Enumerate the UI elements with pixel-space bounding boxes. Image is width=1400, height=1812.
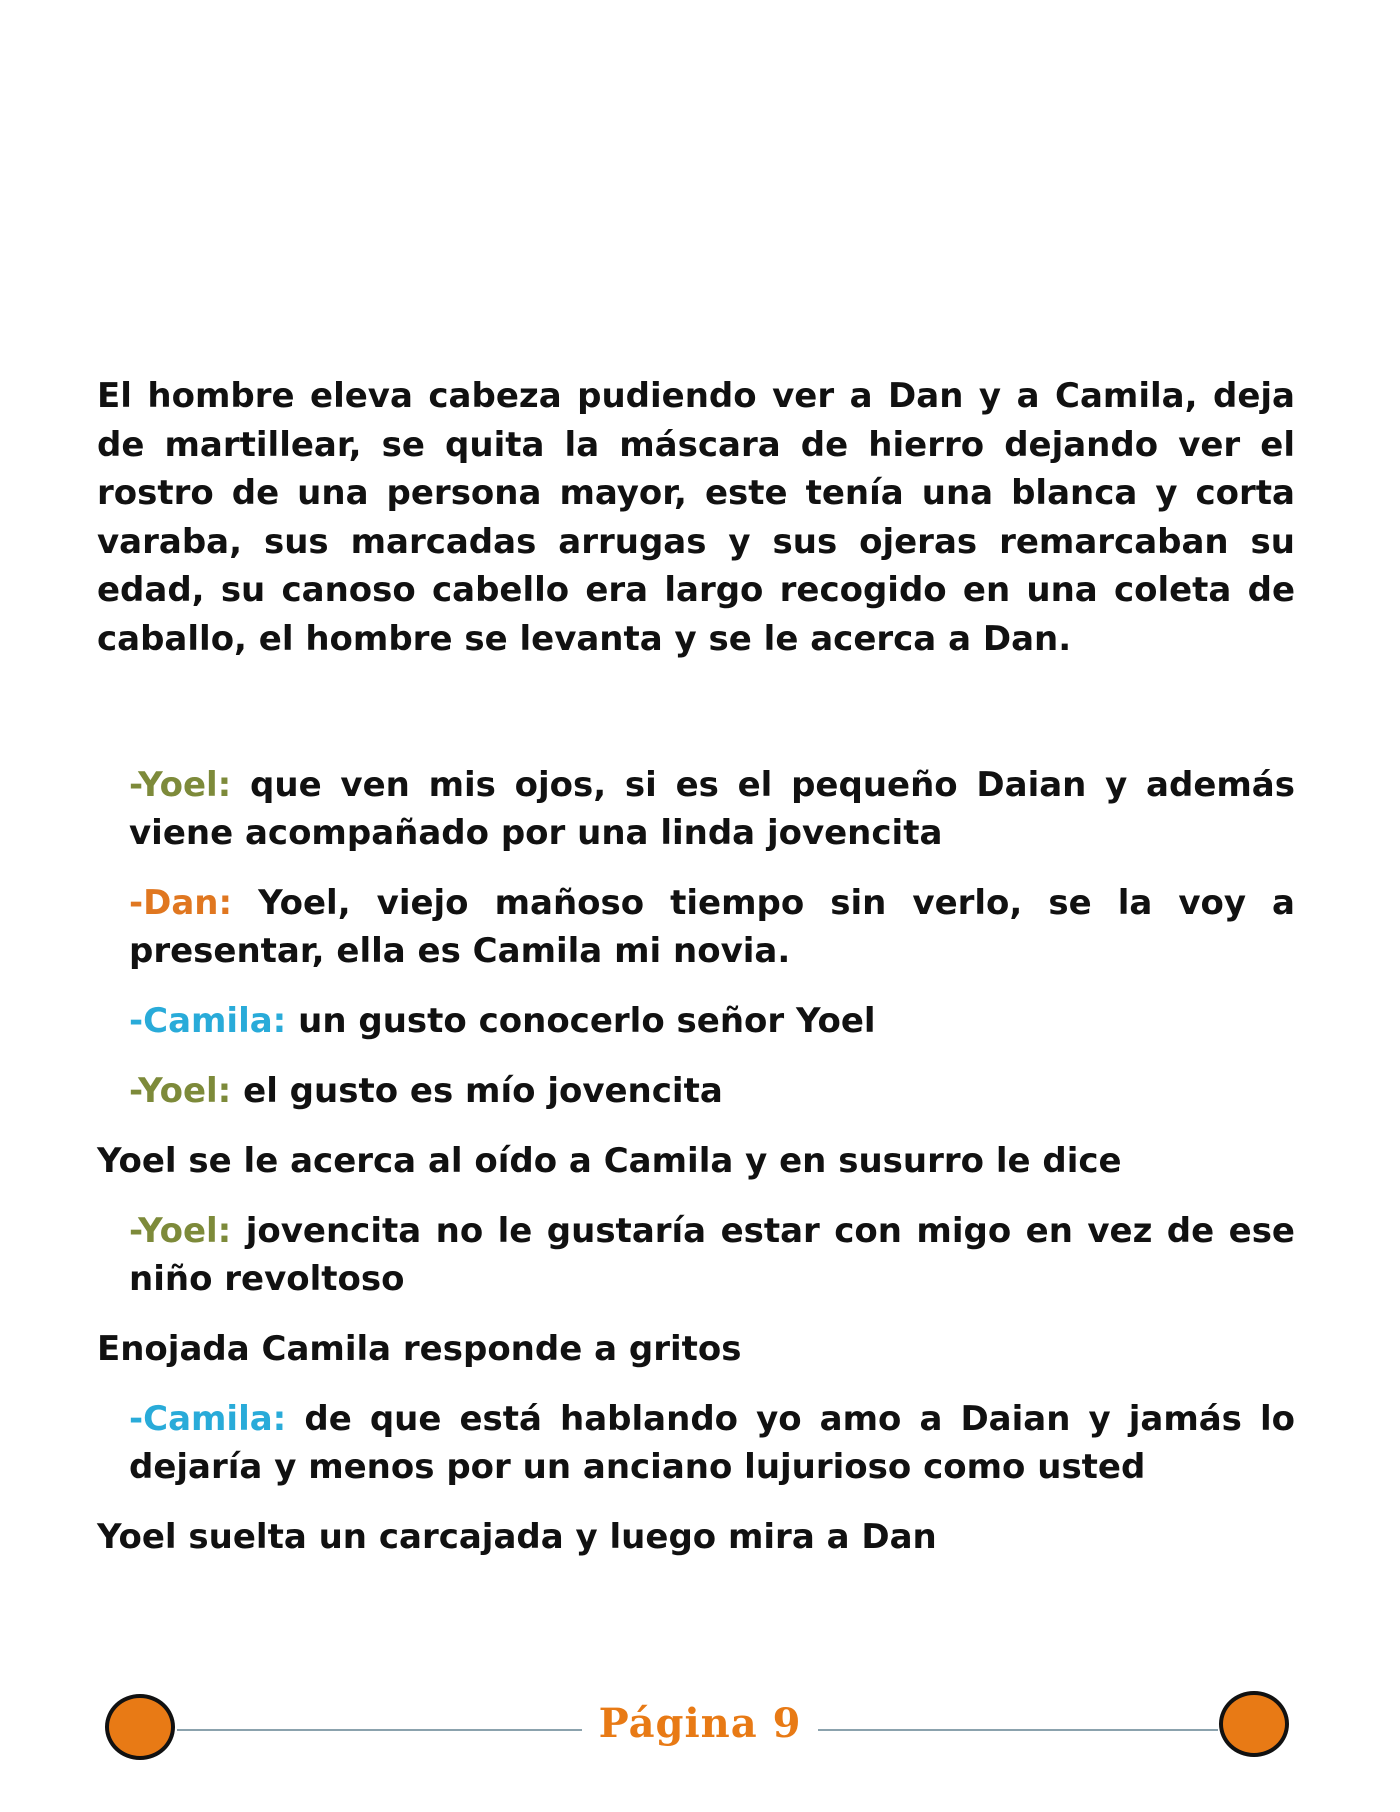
speaker-label-yoel: -Yoel:: [129, 1070, 232, 1111]
narration-line-2: Enojada Camila responde a gritos: [97, 1328, 742, 1369]
dialogue-text: de que está hablando yo amo a Daian y jamás lo dejaría y menos por un anciano lujurioso como usted: [129, 1398, 1295, 1487]
narration-line-3: Yoel suelta un carcajada y luego mira a Dan: [97, 1516, 937, 1557]
page-content: [97, 372, 1295, 1583]
right-footer-rule: [818, 1729, 1218, 1731]
narration-line-1: Yoel se le acerca al oído a Camila y en susurro le dice: [97, 1140, 1122, 1181]
dialogue-line-yoel-1: [129, 761, 1295, 857]
dialogue-line-dan: [129, 879, 1295, 975]
right-circle-ornament: [1219, 1691, 1289, 1757]
page-number: Página 9: [598, 1700, 802, 1747]
dialogue-line-camila-1: [129, 997, 1295, 1045]
dialogue-text: el gusto es mío jovencita: [231, 1070, 723, 1111]
speaker-label-camila: -Camila:: [129, 1000, 287, 1041]
dialogue-line-yoel-2: [129, 1067, 1295, 1115]
left-footer-rule: [177, 1729, 582, 1731]
dialogue-line-yoel-3: [129, 1207, 1295, 1303]
dialogue-text: que ven mis ojos, si es el pequeño Daian y además viene acompañado por una linda jovencita: [129, 764, 1295, 853]
dialogue-text: un gusto conocerlo señor Yoel: [286, 1000, 876, 1041]
speaker-label-dan: -Dan:: [129, 882, 233, 923]
speaker-label-camila: -Camila:: [129, 1398, 287, 1439]
dialogue-line-camila-2: [129, 1395, 1295, 1491]
left-circle-ornament: [105, 1694, 175, 1760]
dialogue-text: Yoel, viejo mañoso tiempo sin verlo, se la voy a presentar, ella es Camila mi novia.: [129, 882, 1295, 971]
speaker-label-yoel: -Yoel:: [129, 1210, 232, 1251]
dialogue-text: jovencita no le gustaría estar con migo en vez de ese niño revoltoso: [129, 1210, 1295, 1299]
speaker-label-yoel: -Yoel:: [129, 764, 232, 805]
opening-paragraph: El hombre eleva cabeza pudiendo ver a Dan y a Camila, deja de martillear, se quita la máscara de hierro dejando ver el rostro de una persona mayor, este tenía una blanca y corta varaba, sus marcadas arrugas y sus ojeras remarcaban su edad, su canoso cabello era largo recogido en una coleta de caballo, el hombre se levanta y se le acerca a Dan.: [97, 376, 1295, 659]
section-spacer: [97, 664, 1295, 761]
